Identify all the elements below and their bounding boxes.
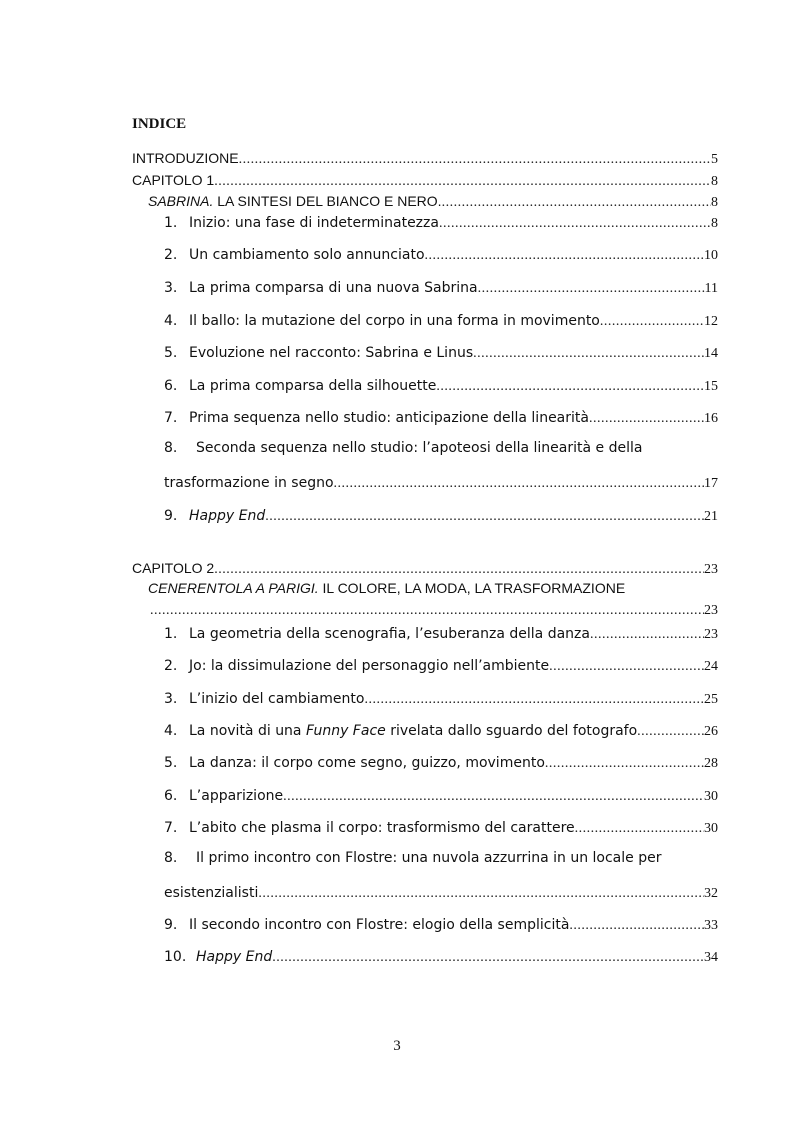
leader-dots (545, 754, 704, 774)
toc-item[interactable]: 7. L’abito che plasma il corpo: trasformismo del carattere ..... 30 (164, 818, 718, 838)
toc-page: 5 (711, 152, 718, 167)
toc-item[interactable]: 3. La prima comparsa di una nuova Sabrina ..... 11 (164, 278, 718, 298)
leader-dots (637, 722, 704, 742)
toc-item[interactable]: 2. Un cambiamento solo annunciato ..... 10 (164, 245, 718, 265)
leader-dots (265, 507, 704, 527)
leader-dots (272, 948, 704, 968)
toc-item[interactable]: 3. L’inizio del cambiamento ..... 25 (164, 689, 718, 709)
leader-dots (364, 690, 704, 710)
toc-entry-chapter1[interactable] (132, 170, 718, 190)
toc-page: 8 (711, 174, 718, 189)
toc-item[interactable]: 6. L’apparizione ..... 30 (164, 786, 718, 806)
index-title: INDICE (132, 116, 187, 132)
leader-dots (334, 474, 704, 494)
toc-item[interactable]: 5. La danza: il corpo come segno, guizzo, movimento ..... 28 (164, 753, 718, 773)
toc-page: 8 (711, 195, 718, 210)
leader-dots (478, 279, 705, 299)
toc-entry-chapter2[interactable] (132, 558, 718, 578)
toc-item[interactable]: 2. Jo: la dissimulazione del personaggio nell’ambiente ..... 24 (164, 656, 718, 676)
toc-item-first-line[interactable]: 8. Il primo incontro con Flostre: una nuvola azzurrina in un locale per (164, 850, 662, 866)
leader-dots (590, 625, 704, 645)
toc-item-continuation[interactable]: esistenzialisti ..... 32 (164, 883, 718, 903)
toc-item[interactable]: 9. Il secondo incontro con Flostre: elogio della semplicità ..... 33 (164, 915, 718, 935)
toc-item-continuation[interactable]: trasformazione in segno ..... 17 (164, 473, 718, 493)
leader-dots (239, 150, 711, 170)
toc-item[interactable]: 9. Happy End ..... 21 (164, 506, 718, 526)
toc-label: INTRODUZIONE (132, 150, 239, 166)
leader-dots (589, 409, 704, 429)
leader-dots (425, 246, 704, 266)
toc-label: CAPITOLO 1 (132, 172, 215, 188)
toc-item[interactable]: 4. Il ballo: la mutazione del corpo in una forma in movimento ..... 12 (164, 311, 718, 331)
leader-dots (258, 884, 704, 904)
leader-dots (214, 172, 711, 192)
toc-item[interactable]: 6. La prima comparsa della silhouette ..... 15 (164, 376, 718, 396)
leader-dots (575, 819, 704, 839)
toc-entry-chapter1-subtitle[interactable] (148, 191, 718, 211)
toc-page: 23 (704, 562, 718, 577)
toc-page: 23 (704, 603, 718, 618)
leader-dots (214, 560, 704, 580)
toc-entry-chapter2-subtitle[interactable]: CENERENTOLA A PARIGI. IL COLORE, LA MODA, LA TRASFORMAZIONE (148, 580, 626, 596)
leader-dots (436, 377, 704, 397)
toc-label: SABRINA. LA SINTESI DEL BIANCO E NERO. (148, 193, 442, 209)
toc-item[interactable]: 5. Evoluzione nel racconto: Sabrina e Linus ..... 14 (164, 343, 718, 363)
toc-item[interactable]: 1. Inizio: una fase di indeterminatezza ..... 8 (164, 213, 718, 233)
leader-dots (442, 193, 711, 213)
toc-entry-intro[interactable] (132, 148, 718, 168)
toc-entry-chapter2-subtitle-page[interactable] (150, 601, 718, 621)
leader-dots (569, 916, 704, 936)
toc-label: CAPITOLO 2 (132, 560, 215, 576)
toc-item[interactable]: 1. La geometria della scenografia, l’esuberanza della danza ..... 23 (164, 624, 718, 644)
leader-dots (549, 657, 704, 677)
leader-dots (600, 312, 704, 332)
leader-dots (473, 344, 704, 364)
leader-dots (150, 601, 704, 621)
toc-item-first-line[interactable]: 8. Seconda sequenza nello studio: l’apoteosi della linearità e della (164, 440, 643, 456)
toc-item[interactable]: 4. La novità di una Funny Face rivelata dallo sguardo del fotografo ..... 26 (164, 721, 718, 741)
toc-item[interactable]: 10. Happy End ..... 34 (164, 947, 718, 967)
leader-dots (439, 214, 711, 234)
toc-item[interactable]: 7. Prima sequenza nello studio: anticipazione della linearità ..... 16 (164, 408, 718, 428)
page-number: 3 (393, 1038, 401, 1054)
leader-dots (283, 787, 704, 807)
